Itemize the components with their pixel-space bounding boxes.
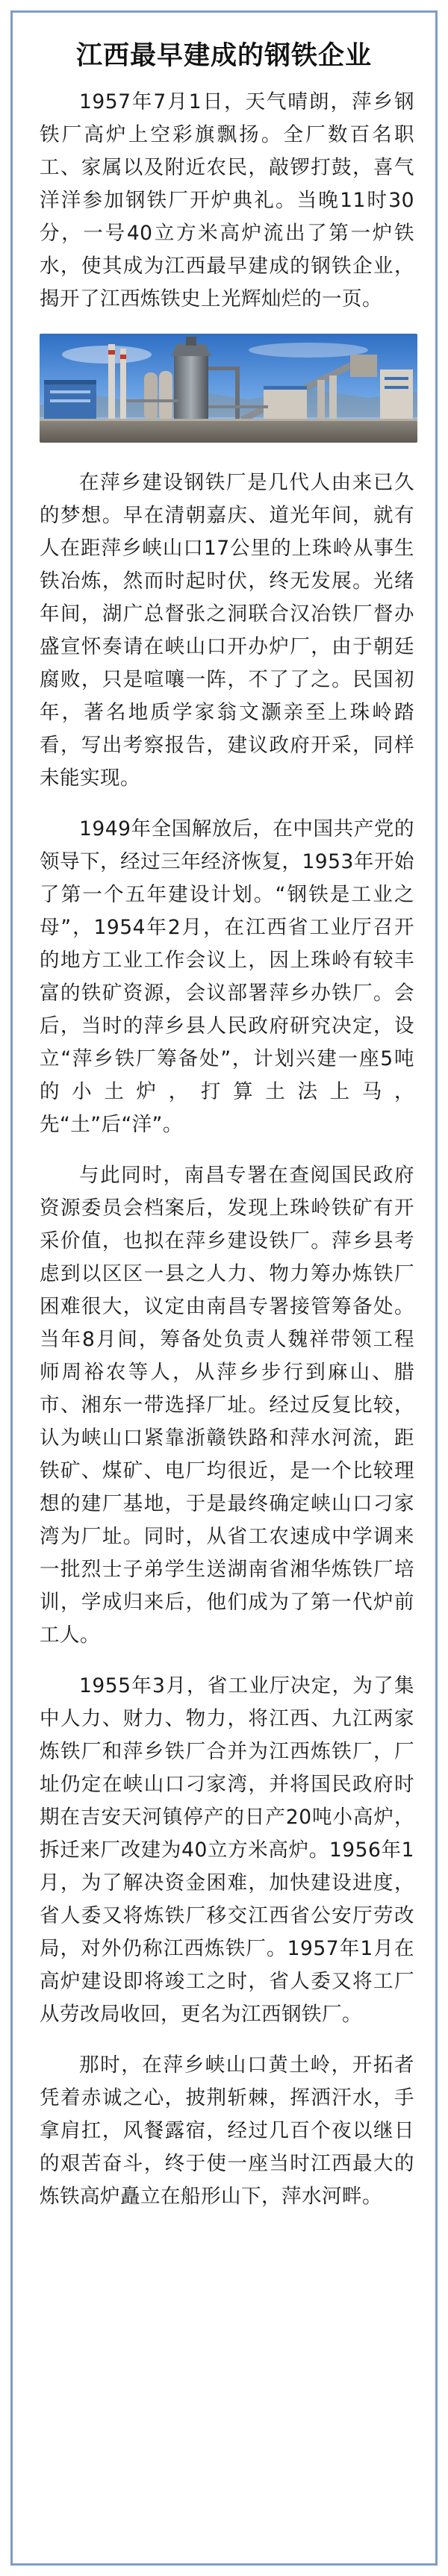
paragraph-opening: 1957年7月1日，天气晴朗，萍乡钢铁厂高炉上空彩旗飘扬。全厂数百名职工、家属以及附近农民，敲锣打鼓，喜气洋洋参加钢铁厂开炉典礼。当晚11时30分，一号40立方米高炉流出了第一炉铁水，使其成为江西最早建成的钢铁企业，揭开了江西炼铁史上光辉灿烂的一页。 [40, 90, 414, 311]
paragraph-history: 在萍乡建设钢铁厂是几代人由来已久的梦想。早在清朝嘉庆、道光年间，就有人在距萍乡峡山口17公里的上珠岭从事生铁冶炼，然而时起时伏，终无发展。光绪年间，湖广总督张之洞联合汉冶铁厂督办盛宣怀奏请在峡山口开办炉厂，由于朝廷腐败，只是喧嚷一阵，不了了之。民国初年，著名地质学家翁文灏亲至上珠岭踏看，写出考察报告，建议政府开采，同样未能实现。 [40, 471, 414, 790]
paragraph-planning: 1949年全国解放后，在中国共产党的领导下，经过三年经济恢复，1953年开始了第一个五年建设计划。“钢铁是工业之母”，1954年2月，在江西省工业厅召开的地方工业工作会议上，因上珠岭有较丰富的铁矿资源，会议部署萍乡办铁厂。会后，当时的萍乡县人民政府研究决定，设立“萍乡铁厂筹备处”，计划兴建一座5吨的小土炉，打算土法上马，先“土”后“洋”。 [40, 817, 414, 1136]
steel-plant-photo [40, 334, 417, 443]
article-frame [10, 10, 438, 2566]
steel-plant-illustration [40, 334, 417, 443]
article-body [13, 72, 435, 2213]
article-title: 江西最早建成的钢铁企业 [75, 41, 372, 71]
paragraph-merger: 1955年3月，省工业厅决定，为了集中人力、财力、物力，将江西、九江两家炼铁厂和萍乡铁厂合并为江西炼铁厂，厂址仍定在峡山口刁家湾，并将国民政府时期在吉安天河镇停产的日产20吨小高炉，拆迁来厂改建为40立方米高炉。1956年1月，为了解决资金困难，加快建设进度，省人委又将炼铁厂移交江西省公安厅劳改局，对外仍称江西炼铁厂。1957年1月在高炉建设即将竣工之时，省人委又将工厂从劳改局收回，更名为江西钢铁厂。 [40, 1674, 414, 2026]
paragraph-closing: 那时，在萍乡峡山口黄土岭，开拓者凭着赤诚之心，披荆斩棘，挥洒汗水，手拿肩扛，风餐露宿，经过几百个夜以继日的艰苦奋斗，终于使一座当时江西最大的炼铁高炉矗立在船形山下，萍水河畔。 [40, 2053, 414, 2208]
paragraph-site-selection: 与此同时，南昌专署在查阅国民政府资源委员会档案后，发现上珠岭铁矿有开采价值，也拟在萍乡建设铁厂。萍乡县考虑到以区区一县之人力、物力筹办炼铁厂困难很大，议定由南昌专署接管筹备处。当年8月间，筹备处负责人魏祥带领工程师周裕农等人，从萍乡步行到麻山、腊市、湘东一带选择厂址。经过反复比较，认为峡山口紧靠浙赣铁路和萍水河流，距铁矿、煤矿、电厂均很近，是一个比较理想的建厂基地，于是最终确定峡山口刁家湾为厂址。同时，从省工农速成中学调来一批烈士子弟学生送湖南省湘华炼铁厂培训，学成归来后，他们成为了第一代炉前工人。 [40, 1164, 414, 1647]
